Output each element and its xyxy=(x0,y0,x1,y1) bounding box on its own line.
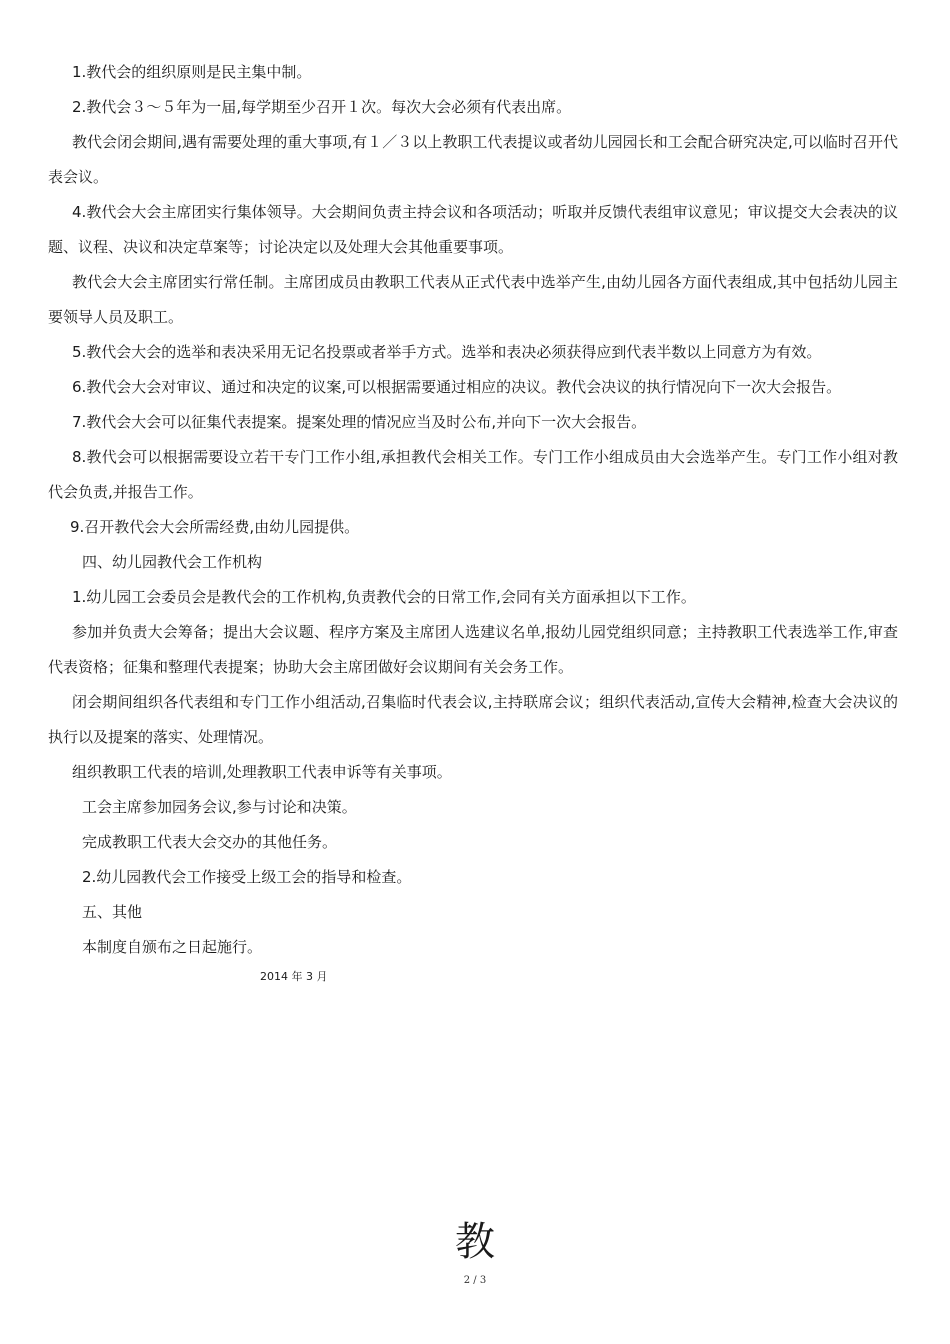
paragraph-training: 组织教职工代表的培训,处理教职工代表申诉等有关事项。 xyxy=(72,763,452,781)
paragraph-proposals: 7.教代会大会可以征集代表提案。提案处理的情况应当及时公布,并向下一次大会报告。 xyxy=(72,413,647,431)
section-heading-5: 五、其他 xyxy=(82,903,143,921)
paragraph-other-tasks: 完成教职工代表大会交办的其他任务。 xyxy=(82,833,338,851)
paragraph-interim-meeting: 教代会闭会期间,遇有需要处理的重大事项,有１／３以上教职工代表提议或者幼儿园园长和工会配合研究决定,可以临时召开代表会议。 xyxy=(48,133,898,186)
page-number: 2 / 3 xyxy=(463,1275,487,1286)
section-heading-4: 四、幼儿园教代会工作机构 xyxy=(82,553,263,571)
paragraph-effective: 本制度自颁布之日起施行。 xyxy=(82,938,263,956)
paragraph-recess-activities: 闭会期间组织各代表组和专门工作小组活动,召集临时代表会议,主持联席会议；组织代表活动,宣传大会精神,检查大会决议的执行以及提案的落实、处理情况。 xyxy=(48,693,898,746)
paragraph-supervision: 2.幼儿园教代会工作接受上级工会的指导和检查。 xyxy=(82,868,412,886)
paragraph-principle: 1.教代会的组织原则是民主集中制。 xyxy=(72,63,312,81)
footer-large-char: 教 xyxy=(455,1219,495,1265)
paragraph-voting: 5.教代会大会的选举和表决采用无记名投票或者举手方式。选举和表决必须获得应到代表半数以上同意方为有效。 xyxy=(72,343,822,361)
paragraph-funding: 9.召开教代会大会所需经费,由幼儿园提供。 xyxy=(70,518,360,536)
paragraph-resolutions: 6.教代会大会对审议、通过和决定的议案,可以根据需要通过相应的决议。教代会决议的执行情况向下一次大会报告。 xyxy=(72,378,842,396)
paragraph-preparation: 参加并负责大会筹备；提出大会议题、程序方案及主席团人选建议名单,报幼儿园党组织同意；主持教职工代表选举工作,审查代表资格；征集和整理代表提案；协助大会主席团做好会议期间有关会务工作。 xyxy=(48,623,898,676)
paragraph-presidium-leadership: 4.教代会大会主席团实行集体领导。大会期间负责主持会议和各项活动；听取并反馈代表组审议意见；审议提交大会表决的议题、议程、决议和决定草案等；讨论决定以及处理大会其他重要事项。 xyxy=(48,203,898,256)
paragraph-working-groups: 8.教代会可以根据需要设立若干专门工作小组,承担教代会相关工作。专门工作小组成员由大会选举产生。专门工作小组对教代会负责,并报告工作。 xyxy=(48,448,898,501)
paragraph-union-committee: 1.幼儿园工会委员会是教代会的工作机构,负责教代会的日常工作,会同有关方面承担以下工作。 xyxy=(72,588,696,606)
paragraph-chair-participation: 工会主席参加园务会议,参与讨论和决策。 xyxy=(82,798,357,816)
document-date: 2014 年 3 月 xyxy=(260,970,328,983)
paragraph-presidium-standing: 教代会大会主席团实行常任制。主席团成员由教职工代表从正式代表中选举产生,由幼儿园各方面代表组成,其中包括幼儿园主要领导人员及职工。 xyxy=(48,273,898,326)
paragraph-term: 2.教代会３～５年为一届,每学期至少召开１次。每次大会必须有代表出席。 xyxy=(72,98,572,116)
